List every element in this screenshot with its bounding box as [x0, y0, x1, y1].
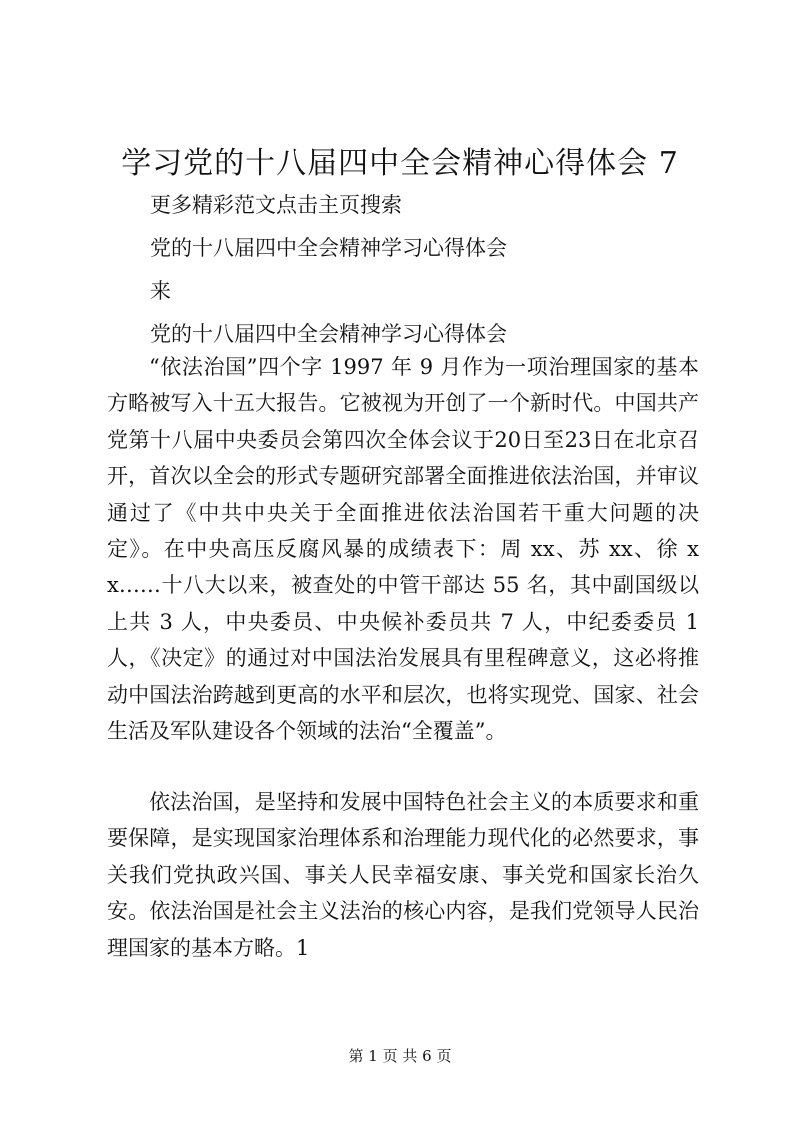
- body-paragraph: “依法治国”四个字 1997 年 9 月作为一项治理国家的基本方略被写入十五大报告。它被视为开创了一个新时代。中国共产党第十八届中央委员会第四次全体会议于20日至23日在北京召开，首次以全会的形式专题研究部署全面推进依法治国，并审议通过了《中共中央关于全面推进依法治国若干重大问题的决定》。在中央高压反腐风暴的成绩表下：周 xx、苏 xx、徐 xx……十八大以来，被查处的中管干部达 55 名，其中副国级以上共 3 人，中央委员、中央候补委员共 7 人，中纪委委员 1 人，《决定》的通过对中国法治发展具有里程碑意义，这必将推动中国法治跨越到更高的水平和层次，也将实现党、国家、社会生活及军队建设各个领域的法治“全覆盖”。: [107, 355, 699, 744]
- intro-line-source: 来: [150, 279, 171, 303]
- intro-line-heading: 党的十八届四中全会精神学习心得体会: [150, 236, 507, 260]
- document-title: 学习党的十八届四中全会精神心得体会 7: [121, 146, 679, 181]
- page-footer: 第 1 页 共 6 页: [348, 1047, 452, 1065]
- intro-line-more-articles: 更多精彩范文点击主页搜索: [150, 193, 402, 217]
- body-paragraph: 依法治国，是坚持和发展中国特色社会主义的本质要求和重要保障，是实现国家治理体系和治理能力现代化的必然要求，事关我们党执政兴国、事关人民幸福安康、事关党和国家长治久安。依法治国是社会主义法治的核心内容，是我们党领导人民治理国家的基本方略。1: [107, 790, 699, 960]
- intro-line-subtitle: 党的十八届四中全会精神学习心得体会: [150, 322, 507, 346]
